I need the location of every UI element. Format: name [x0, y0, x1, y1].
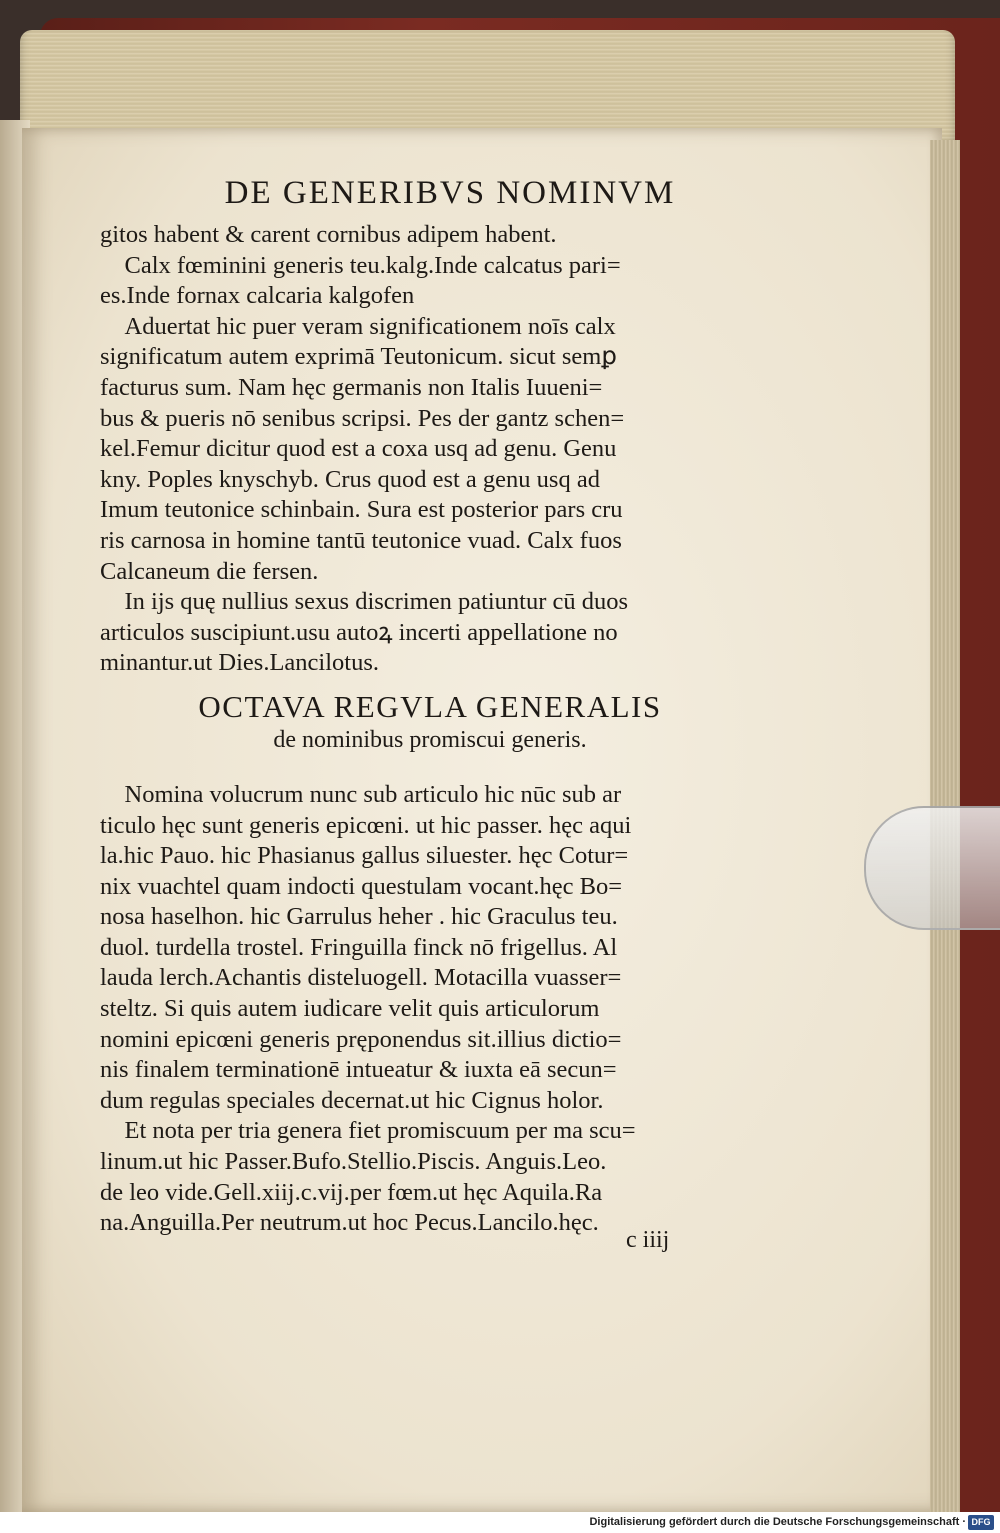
paragraph-block-1 — [100, 220, 760, 679]
text-line: linum.ut hic Passer.Bufo.Stellio.Piscis. Anguis.Leo. — [100, 1148, 607, 1176]
text-line: nosa haselhon. hic Garrulus heher . hic Graculus teu. — [100, 903, 618, 931]
text-line: nis finalem terminationē intueatur & iuxta eā secun= — [100, 1056, 617, 1084]
text-line: steltz. Si quis autem iudicare velit quis articulorum — [100, 995, 600, 1023]
section-heading: OCTAVA REGVLA GENERALIS — [198, 688, 662, 724]
text-line: nomini epicœni generis pręponendus sit.illius dictio= — [100, 1025, 622, 1053]
footer-credit: Digitalisierung gefördert durch die Deutsche Forschungsgemeinschaft · — [589, 1516, 966, 1528]
text-line: Calcaneum die fersen. — [100, 557, 319, 585]
paragraph-block-2 — [100, 780, 760, 1239]
text-line: Nomina volucrum nunc sub articulo hic nūc sub ar — [100, 780, 622, 808]
text-line: de leo vide.Gell.xiij.c.vij.per fœm.ut hęc Aquila.Ra — [100, 1178, 603, 1206]
signature-mark: c iiij — [626, 1227, 670, 1253]
text-line: In ijs quę nullius sexus discrimen patiuntur cū duos — [100, 588, 629, 616]
text-line: Et nota per tria genera fiet promiscuum per ma scu= — [100, 1117, 636, 1145]
text-line: kny. Poples knyschyb. Crus quod est a genu usq ad — [100, 465, 600, 493]
page-clip — [864, 806, 1000, 930]
text-line: kel.Femur dicitur quod est a coxa usq ad genu. Genu — [100, 435, 617, 463]
text-line: Calx fœminini generis teu.kalg.Inde calcatus pari= — [100, 251, 621, 279]
text-line: articulos suscipiunt.usu autoꝝ incerti appellatione no — [100, 618, 618, 646]
running-head: DE GENERIBVS NOMINVM — [224, 175, 676, 211]
text-line: significatum autem exprimā Teutonicum. sicut semꝑ — [100, 343, 617, 371]
footer-bar — [0, 1512, 1000, 1533]
text-line: es.Inde fornax calcaria kalgofen — [100, 282, 415, 310]
text-line: ris carnosa in homine tantū teutonice vuad. Calx fuos — [100, 526, 622, 554]
text-line: Imum teutonice schinbain. Sura est posterior pars cru — [100, 496, 623, 524]
text-line: gitos habent & carent cornibus adipem habent. — [100, 221, 557, 248]
text-line: nix vuachtel quam indocti questulam vocant.hęc Bo= — [100, 872, 623, 900]
text-line: dum regulas speciales decernat.ut hic Cignus holor. — [100, 1086, 604, 1114]
text-line: minantur.ut Dies.Lancilotus. — [100, 649, 379, 677]
text-line: Aduertat hic puer veram significationem noīs calx — [100, 312, 616, 340]
section-subheading: de nominibus promiscui generis. — [273, 726, 587, 753]
text-line: facturus sum. Nam hęc germanis non Italis Iuueni= — [100, 373, 603, 401]
text-line: ticulo hęc sunt generis epicœni. ut hic passer. hęc aqui — [100, 811, 632, 839]
text-line: duol. turdella trostel. Fringuilla finck nō frigellus. Al — [100, 933, 618, 961]
text-line: la.hic Pauo. hic Phasianus gallus siluester. hęc Cotur= — [100, 842, 629, 870]
dfg-logo: DFG — [968, 1515, 994, 1530]
page-text — [100, 175, 760, 1239]
text-line: bus & pueris nō senibus scripsi. Pes der gantz schen= — [100, 404, 625, 432]
text-line: lauda lerch.Achantis disteluogell. Motacilla vuasser= — [100, 964, 622, 992]
text-line: na.Anguilla.Per neutrum.ut hoc Pecus.Lancilo.hęc. — [100, 1209, 599, 1237]
